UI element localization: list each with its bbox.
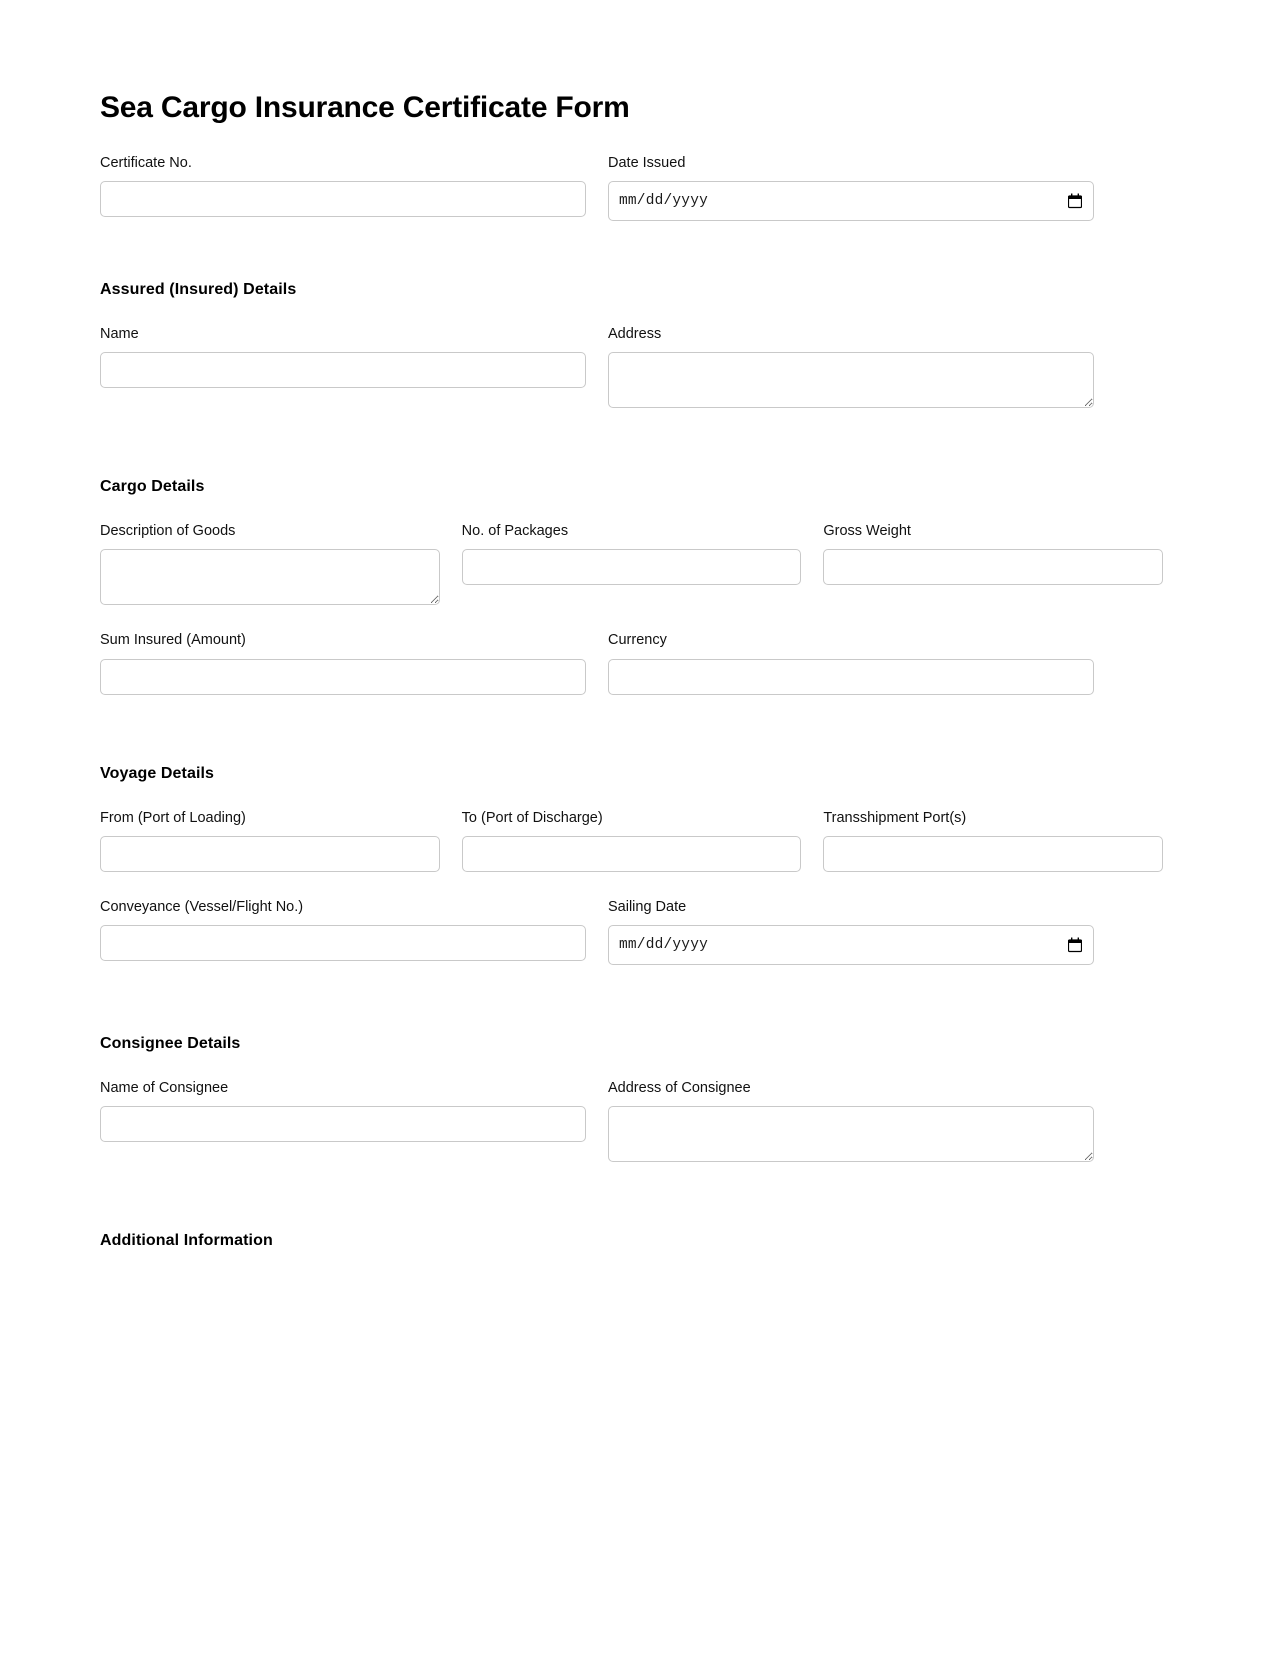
sum-insured-label: Sum Insured (Amount) xyxy=(100,632,246,649)
conveyance-label: Conveyance (Vessel/Flight No.) xyxy=(100,898,304,915)
assured-name-label: Name xyxy=(100,326,139,343)
section-additional-information xyxy=(100,1232,1163,1250)
date-issued-wrapper xyxy=(608,181,1094,221)
field-no-of-packages xyxy=(462,522,802,585)
field-from-port xyxy=(100,809,440,872)
certificate-row xyxy=(100,154,1163,221)
assured-address-textarea[interactable] xyxy=(608,352,1094,408)
conveyance-input[interactable] xyxy=(100,925,586,961)
page-title: Sea Cargo Insurance Certificate Form xyxy=(100,91,630,124)
section-cargo xyxy=(100,478,1163,694)
sailing-date-placeholder: mm/dd/yyyy xyxy=(619,936,709,953)
consignee-address-label: Address of Consignee xyxy=(608,1079,751,1096)
field-sailing-date xyxy=(608,898,1094,965)
from-port-input[interactable] xyxy=(100,836,440,872)
to-port-label: To (Port of Discharge) xyxy=(461,809,603,826)
description-of-goods-label: Description of Goods xyxy=(100,523,236,540)
currency-input[interactable] xyxy=(608,659,1094,695)
assured-name-input[interactable] xyxy=(100,352,586,388)
cargo-row-1 xyxy=(100,522,1163,605)
to-port-input[interactable] xyxy=(462,836,802,872)
section-assured xyxy=(100,281,1163,408)
field-gross-weight xyxy=(823,522,1163,585)
assured-heading: Assured (Insured) Details xyxy=(100,281,297,299)
description-of-goods-textarea[interactable] xyxy=(100,549,440,605)
field-transshipment-port xyxy=(823,809,1163,872)
voyage-heading: Voyage Details xyxy=(100,764,215,782)
field-certificate-no xyxy=(100,154,586,217)
certificate-no-input[interactable] xyxy=(100,181,586,217)
consignee-address-textarea[interactable] xyxy=(608,1106,1094,1162)
spacer-after-voyage xyxy=(100,1001,1163,1035)
consignee-row xyxy=(100,1079,1163,1162)
field-to-port xyxy=(462,809,802,872)
transshipment-port-label: Transshipment Port(s) xyxy=(823,809,967,826)
voyage-row-2 xyxy=(100,898,1163,965)
sum-insured-input[interactable] xyxy=(100,659,586,695)
gross-weight-input[interactable] xyxy=(823,549,1163,585)
cargo-heading: Cargo Details xyxy=(100,478,205,496)
date-issued-input[interactable] xyxy=(608,181,1094,221)
from-port-label: From (Port of Loading) xyxy=(100,809,246,826)
field-assured-name xyxy=(100,325,586,388)
field-description-of-goods xyxy=(100,522,440,605)
date-issued-label: Date Issued xyxy=(608,155,686,171)
spacer-after-certificate xyxy=(100,247,1163,281)
field-consignee-name xyxy=(100,1079,586,1142)
field-sum-insured xyxy=(100,631,586,694)
section-voyage xyxy=(100,765,1163,965)
field-assured-address xyxy=(608,325,1094,408)
field-conveyance xyxy=(100,898,586,961)
calendar-icon[interactable] xyxy=(1068,937,1082,952)
field-consignee-address xyxy=(608,1079,1094,1162)
no-of-packages-input[interactable] xyxy=(462,549,802,585)
sailing-date-input[interactable] xyxy=(608,925,1094,965)
assured-row xyxy=(100,325,1163,408)
consignee-name-label: Name of Consignee xyxy=(100,1079,229,1096)
cargo-row-2 xyxy=(100,631,1163,694)
currency-label: Currency xyxy=(608,632,667,649)
sailing-date-label: Sailing Date xyxy=(608,898,687,915)
section-consignee xyxy=(100,1035,1163,1162)
certificate-no-label: Certificate No. xyxy=(100,155,192,171)
consignee-heading: Consignee Details xyxy=(100,1034,241,1052)
gross-weight-label: Gross Weight xyxy=(823,523,911,540)
spacer-after-consignee xyxy=(100,1198,1163,1232)
transshipment-port-input[interactable] xyxy=(823,836,1163,872)
calendar-icon[interactable] xyxy=(1068,194,1082,209)
spacer-after-assured xyxy=(100,444,1163,478)
spacer-after-cargo xyxy=(100,731,1163,765)
additional-information-heading: Additional Information xyxy=(100,1231,273,1249)
date-issued-placeholder: mm/dd/yyyy xyxy=(619,193,709,210)
field-date-issued xyxy=(608,154,1094,221)
consignee-name-input[interactable] xyxy=(100,1106,586,1142)
no-of-packages-label: No. of Packages xyxy=(461,523,569,540)
assured-address-label: Address xyxy=(608,326,662,343)
sailing-date-wrapper xyxy=(608,925,1094,965)
field-currency xyxy=(608,631,1094,694)
voyage-row-1 xyxy=(100,809,1163,872)
